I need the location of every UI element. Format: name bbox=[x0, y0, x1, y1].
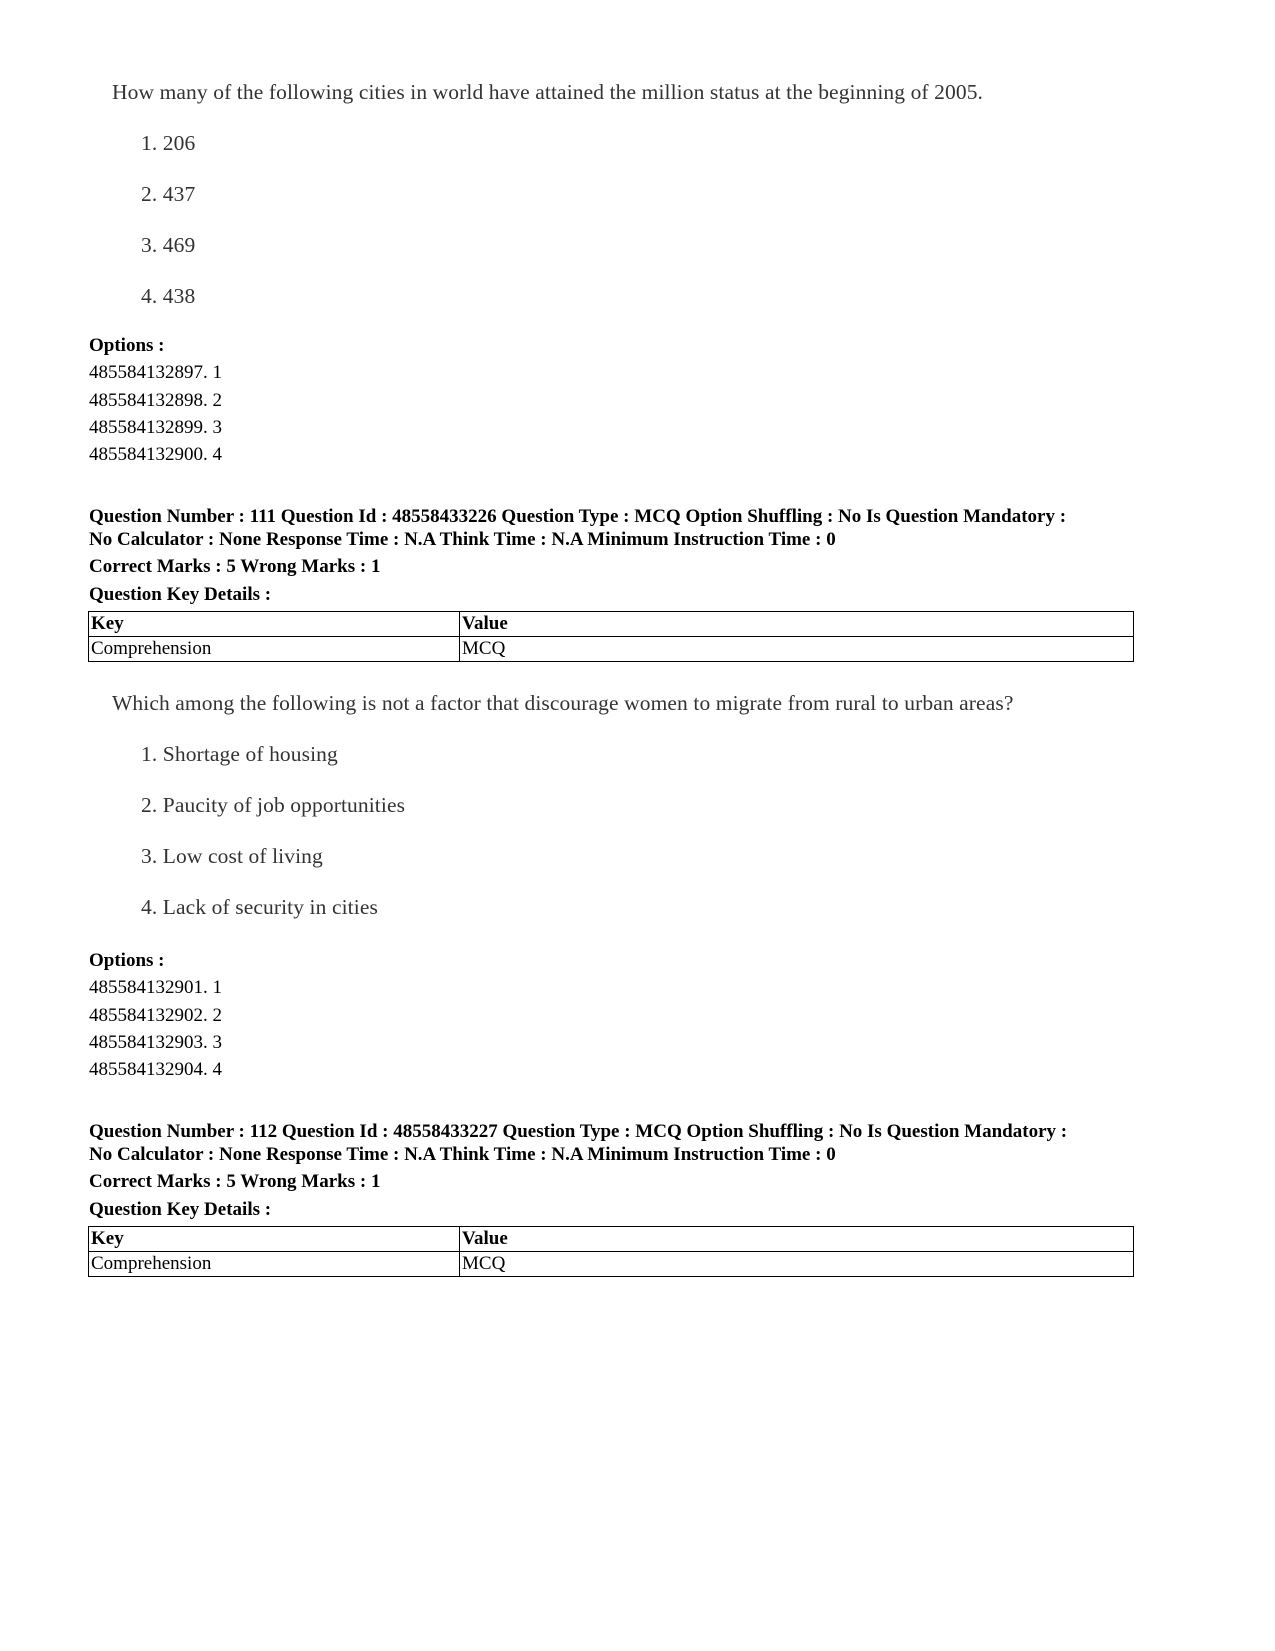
question-111-options bbox=[89, 947, 222, 1083]
option-item: 485584132901. 1 bbox=[89, 977, 222, 999]
question-110-options bbox=[89, 332, 222, 468]
question-110-image bbox=[112, 79, 984, 308]
option-item: 485584132903. 3 bbox=[89, 1031, 222, 1053]
question-meta-line: Question Number : 112 Question Id : 48558433227 Question Type : MCQ Option Shuffling : No Is Question Mandatory : bbox=[89, 1121, 1068, 1142]
option-item: 485584132898. 2 bbox=[89, 389, 222, 411]
question-111-choice-1: 1. Shortage of housing bbox=[141, 742, 338, 766]
table-row bbox=[89, 1252, 1134, 1277]
question-111-choice-3: 3. Low cost of living bbox=[141, 844, 323, 868]
table-header-key: Key bbox=[89, 1227, 460, 1252]
option-item: 485584132899. 3 bbox=[89, 416, 222, 438]
table-header-row bbox=[89, 1227, 1134, 1252]
table-header-key: Key bbox=[89, 612, 460, 637]
table-row bbox=[89, 637, 1134, 662]
question-111-text: Which among the following is not a factor that discourage women to migrate from rural to urban areas? bbox=[112, 691, 1014, 715]
question-110-choice-1: 1. 206 bbox=[141, 131, 196, 155]
option-item: 485584132904. 4 bbox=[89, 1059, 222, 1081]
question-marks: Correct Marks : 5 Wrong Marks : 1 bbox=[89, 1171, 381, 1192]
table-header-value: Value bbox=[460, 612, 1134, 637]
table-cell-value: MCQ bbox=[460, 637, 1134, 662]
option-item: 485584132900. 4 bbox=[89, 444, 222, 466]
option-item: 485584132897. 1 bbox=[89, 362, 222, 384]
question-meta-line: No Calculator : None Response Time : N.A Think Time : N.A Minimum Instruction Time : 0 bbox=[89, 528, 836, 550]
options-heading: Options : bbox=[89, 950, 165, 971]
table-header-row bbox=[89, 612, 1134, 637]
question-marks: Correct Marks : 5 Wrong Marks : 1 bbox=[89, 556, 381, 577]
question-110-text: How many of the following cities in world have attained the million status at the beginning of 2005. bbox=[112, 80, 984, 104]
table-cell-value: MCQ bbox=[460, 1252, 1134, 1277]
question-110-choice-4: 4. 438 bbox=[141, 284, 196, 308]
table-cell-key: Comprehension bbox=[89, 1252, 460, 1277]
question-111-choice-4: 4. Lack of security in cities bbox=[141, 895, 378, 919]
question-112-key-table bbox=[88, 1226, 1134, 1277]
key-details-heading: Question Key Details : bbox=[89, 583, 272, 605]
table-cell-key: Comprehension bbox=[89, 637, 460, 662]
question-110-choice-2: 2. 437 bbox=[141, 182, 196, 206]
option-item: 485584132902. 2 bbox=[89, 1004, 222, 1026]
question-111-image bbox=[112, 690, 1014, 919]
question-112-meta bbox=[89, 1121, 1149, 1221]
table-header-value: Value bbox=[460, 1227, 1134, 1252]
question-111-choice-2: 2. Paucity of job opportunities bbox=[141, 793, 406, 817]
question-meta-line: No Calculator : None Response Time : N.A Think Time : N.A Minimum Instruction Time : 0 bbox=[89, 1143, 836, 1165]
question-111-meta bbox=[89, 506, 1149, 606]
question-111-key-table bbox=[88, 611, 1134, 662]
options-heading: Options : bbox=[89, 335, 165, 356]
question-110-choice-3: 3. 469 bbox=[141, 233, 196, 257]
key-details-heading: Question Key Details : bbox=[89, 1198, 272, 1220]
question-meta-line: Question Number : 111 Question Id : 48558433226 Question Type : MCQ Option Shuffling : No Is Question Mandatory : bbox=[89, 506, 1067, 527]
